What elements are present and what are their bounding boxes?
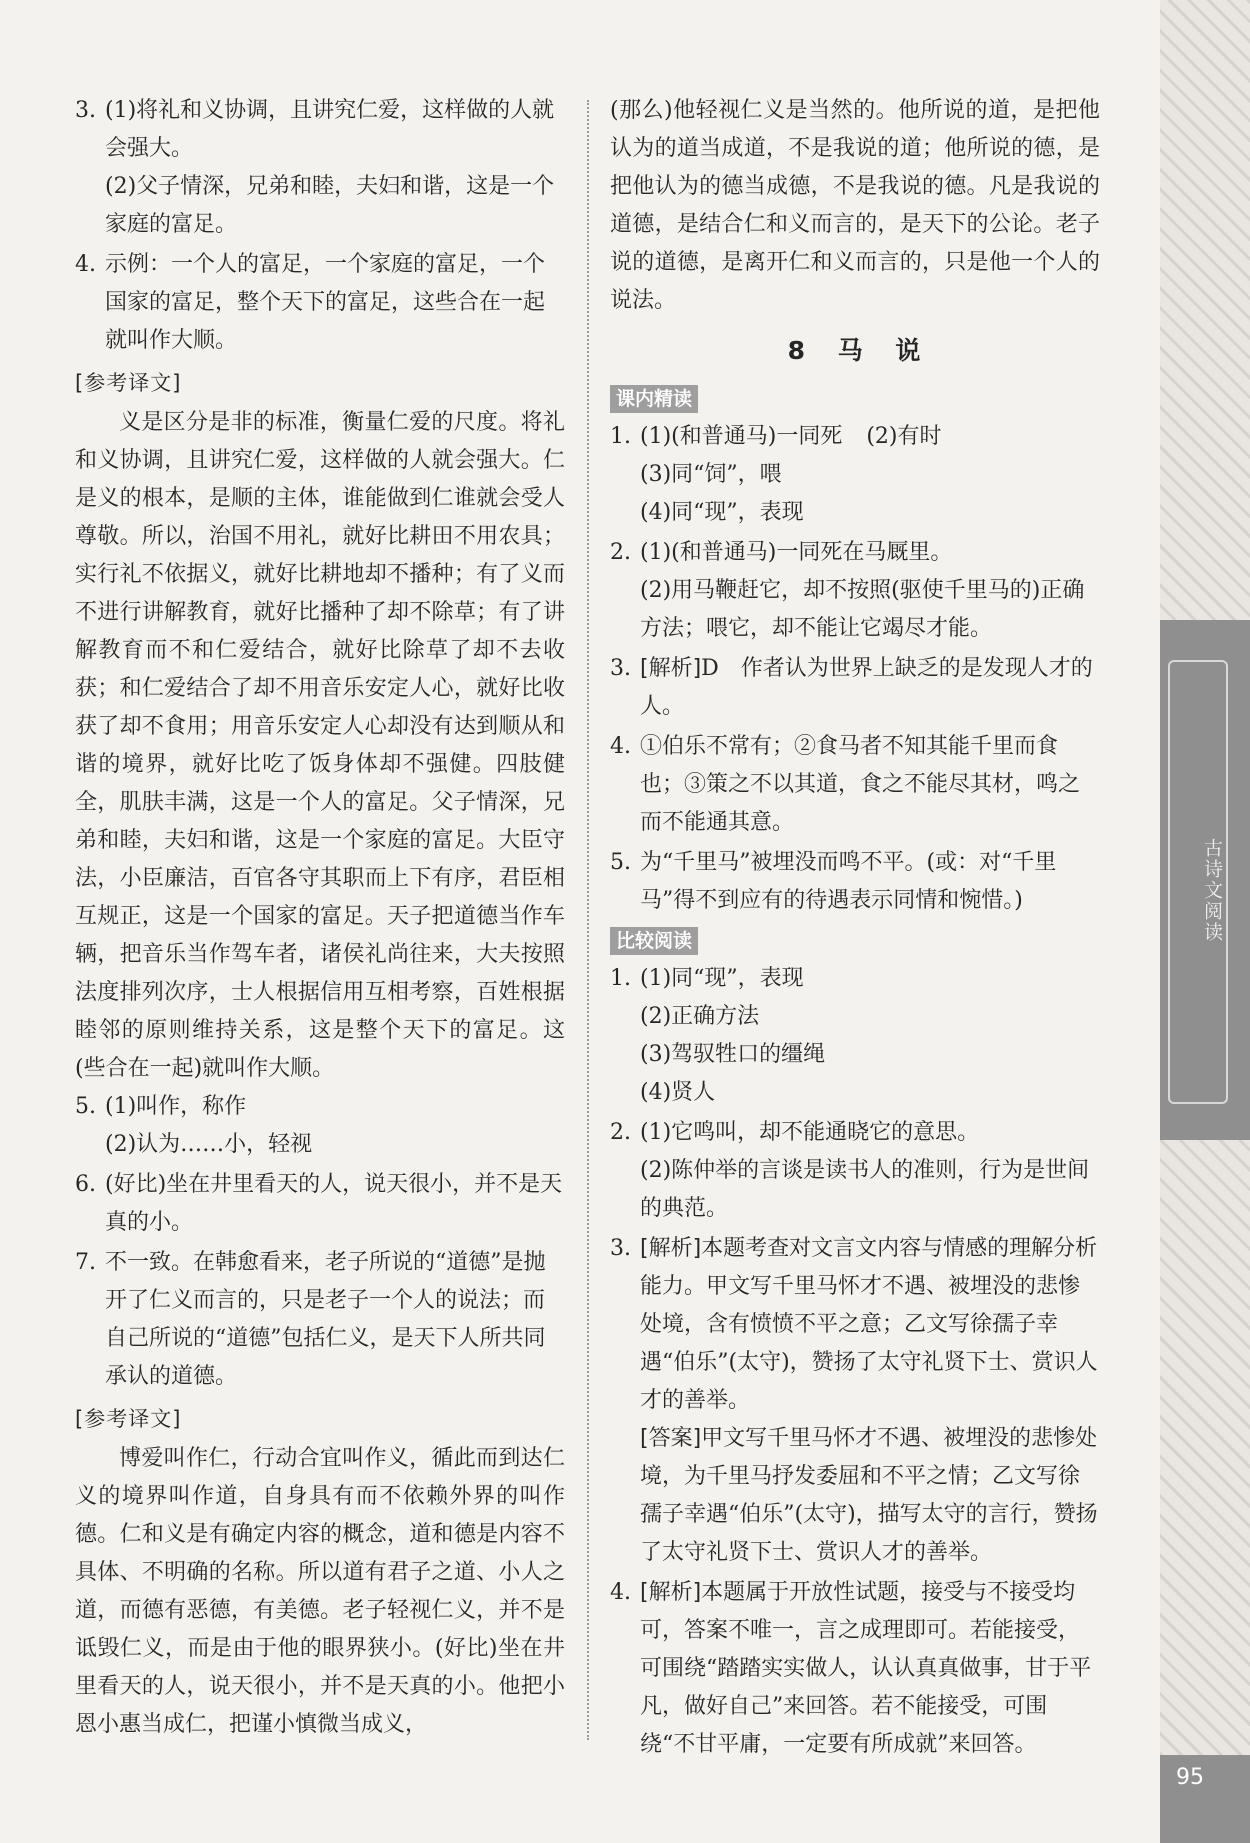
- answer-text: (2)用马鞭赶它，却不按照(驱使千里马的)正确方法；喂它，却不能让它竭尽才能。: [640, 578, 1085, 641]
- answer-7: [75, 1244, 565, 1396]
- answer-text: 本题考查对文言文内容与情感的理解分析能力。甲文写千里马怀才不遇、被埋没的悲惨处境，含有愤愤不平之意；乙文写徐孺子幸遇“伯乐”(太守)，赞扬了太守礼贤下士、赏识人才的善举。: [640, 1236, 1098, 1413]
- reference-translation-heading: [参考译文]: [75, 371, 182, 395]
- answer-number: 4.: [610, 1580, 631, 1605]
- answer-k3: [610, 650, 1100, 726]
- analysis-label: [解析]: [640, 656, 702, 681]
- reference-translation-heading: [参考译文]: [75, 1407, 182, 1431]
- analysis-label: [解析]: [640, 1580, 702, 1605]
- answer-k1: [610, 418, 1100, 532]
- answer-text: 示例：一个人的富足，一个家庭的富足，一个国家的富足，整个天下的富足，这些合在一起就叫作大顺。: [105, 252, 546, 353]
- answer-text: (2)正确方法: [640, 1004, 760, 1029]
- page-number: 95: [1176, 1765, 1204, 1790]
- answer-text: (3)驾驭牲口的缰绳: [640, 1042, 826, 1067]
- section-tag: 比较阅读: [610, 927, 698, 955]
- answer-text: 本题属于开放性试题，接受与不接受均可，答案不唯一，言之成理即可。若能接受，可围绕“踏踏实实做人，认认真真做事，甘于平凡，做好自己”来回答。若不能接受，可围绕“不甘平庸，一定要有所成就”来回答。: [640, 1580, 1092, 1757]
- answer-number: 1.: [610, 424, 631, 449]
- answer-b3: [610, 1230, 1100, 1572]
- answer-number: 3.: [610, 656, 631, 681]
- answer-number: 2.: [610, 1120, 631, 1145]
- answer-text: (4)贤人: [640, 1080, 716, 1105]
- answer-number: 2.: [610, 540, 631, 565]
- answer-text: D 作者认为世界上缺乏的是发现人才的人。: [640, 656, 1093, 719]
- left-column: [75, 92, 565, 1744]
- right-column: [610, 92, 1100, 1766]
- section-tag: 课内精读: [610, 385, 698, 413]
- answer-text: (1)(和普通马)一同死在马厩里。: [640, 540, 953, 565]
- answer-number: 5.: [610, 850, 631, 875]
- answer-text: (好比)坐在井里看天的人，说天很小，并不是天真的小。: [105, 1172, 563, 1235]
- answer-text: 不一致。在韩愈看来，老子所说的“道德”是抛开了仁义而言的，只是老子一个人的说法；而自己所说的“道德”包括仁义，是天下人所共同承认的道德。: [105, 1250, 546, 1389]
- section-number: 8: [787, 336, 807, 365]
- answer-text: (1)(和普通马)一同死: [640, 424, 843, 449]
- answer-b2: [610, 1114, 1100, 1228]
- answer-3: [75, 92, 565, 244]
- answer-number: 4.: [610, 734, 631, 759]
- answer-number: 6.: [75, 1172, 96, 1197]
- answer-text: (4)同“现”，表现: [640, 500, 804, 525]
- reference-translation: 义是区分是非的标准，衡量仁爱的尺度。将礼和义协调，且讲究仁爱，这样做的人就会强大。仁是义的根本，是顺的主体，谁能做到仁谁就会受人尊敬。所以，治国不用礼，就好比耕田不用农具；实行礼不依据义，就好比耕地却不播种；有了义而不进行讲解教育，就好比播种了却不除草；有了讲解教育而不和仁爱结合，就好比除草了却不去收获；和仁爱结合了却不用音乐安定人心，就好比收获了却不食用；用音乐安定人心却没有达到顺从和谐的境界，就好比吃了饭身体却不强健。四肢健全，肌肤丰满，这是一个人的富足。父子情深，兄弟和睦，夫妇和谐，这是一个家庭的富足。大臣守法，小臣廉洁，百官各守其职而上下有序，君臣相互规正，这是一个国家的富足。天子把道德当作车辆，把音乐当作驾车者，诸侯礼尚往来，大夫按照法度排列次序，士人根据信用互相考察，百姓根据睦邻的原则维持关系，这是整个天下的富足。这(些合在一起)就叫作大顺。: [75, 410, 565, 1081]
- answer-label: [答案]: [640, 1426, 702, 1451]
- section-title-char: 说: [895, 336, 923, 365]
- answer-k5: [610, 844, 1100, 920]
- answer-text: 为“千里马”被埋没而鸣不平。(或：对“千里马”得不到应有的待遇表示同情和惋惜。): [640, 850, 1057, 913]
- answer-b4: [610, 1574, 1100, 1764]
- reference-translation: 博爱叫作仁，行动合宜叫作义，循此而到达仁义的境界叫作道，自身具有而不依赖外界的叫作德。仁和义是有确定内容的概念，道和德是内容不具体、不明确的名称。所以道有君子之道、小人之道，而德有恶德，有美德。老子轻视仁义，并不是诋毁仁义，而是由于他的眼界狭小。(好比)坐在井里看天的人，说天很小，并不是天真的小。他把小恩小惠当成仁，把谨小慎微当成义，: [75, 1446, 565, 1737]
- answer-6: [75, 1166, 565, 1242]
- section-title: [610, 332, 1100, 370]
- answer-text: (2)认为……小，轻视: [105, 1132, 313, 1157]
- reference-translation-continued: (那么)他轻视仁义是当然的。他所说的道，是把他认为的道当成道，不是我说的道；他所说的德，是把他认为的德当成德，不是我说的德。凡是我说的道德，是结合仁和义而言的，是天下的公论。老子说的道德，是离开仁和义而言的，只是他一个人的说法。: [610, 98, 1100, 313]
- answer-text: (1)将礼和义协调，且讲究仁爱，这样做的人就会强大。: [105, 98, 555, 161]
- answer-number: 3.: [75, 98, 96, 123]
- answer-text: (2)有时: [866, 424, 942, 449]
- answer-text: (1)它鸣叫，却不能通晓它的意思。: [640, 1120, 980, 1145]
- answer-number: 4.: [75, 252, 96, 277]
- answer-text: (1)叫作，称作: [105, 1094, 247, 1119]
- answer-text: (2)父子情深，兄弟和睦，夫妇和谐，这是一个家庭的富足。: [105, 174, 555, 237]
- answer-number: 7.: [75, 1250, 96, 1275]
- answer-text: (2)陈仲举的言谈是读书人的准则，行为是世间的典范。: [640, 1158, 1090, 1221]
- answer-k2: [610, 534, 1100, 648]
- answer-text: 甲文写千里马怀才不遇、被埋没的悲惨处境，为千里马抒发委屈和不平之情；乙文写徐孺子幸遇“伯乐”(太守)，描写太守的言行，赞扬了太守礼贤下士、赏识人才的善举。: [640, 1426, 1098, 1565]
- analysis-label: [解析]: [640, 1236, 702, 1261]
- answer-4: [75, 246, 565, 360]
- answer-number: 3.: [610, 1236, 631, 1261]
- answer-k4: [610, 728, 1100, 842]
- answer-number: 5.: [75, 1094, 96, 1119]
- section-title-char: 马: [837, 336, 865, 365]
- answer-text: ①伯乐不常有；②食马者不知其能千里而食也；③策之不以其道，食之不能尽其材，鸣之而不能通其意。: [640, 734, 1081, 835]
- column-divider: [587, 100, 589, 1740]
- answer-5: [75, 1088, 565, 1164]
- answer-b1: [610, 960, 1100, 1112]
- answer-text: (3)同“饲”，喂: [640, 462, 782, 487]
- answer-text: (1)同“现”，表现: [640, 966, 804, 991]
- answer-number: 1.: [610, 966, 631, 991]
- chapter-label: 古诗文阅读: [1201, 838, 1223, 943]
